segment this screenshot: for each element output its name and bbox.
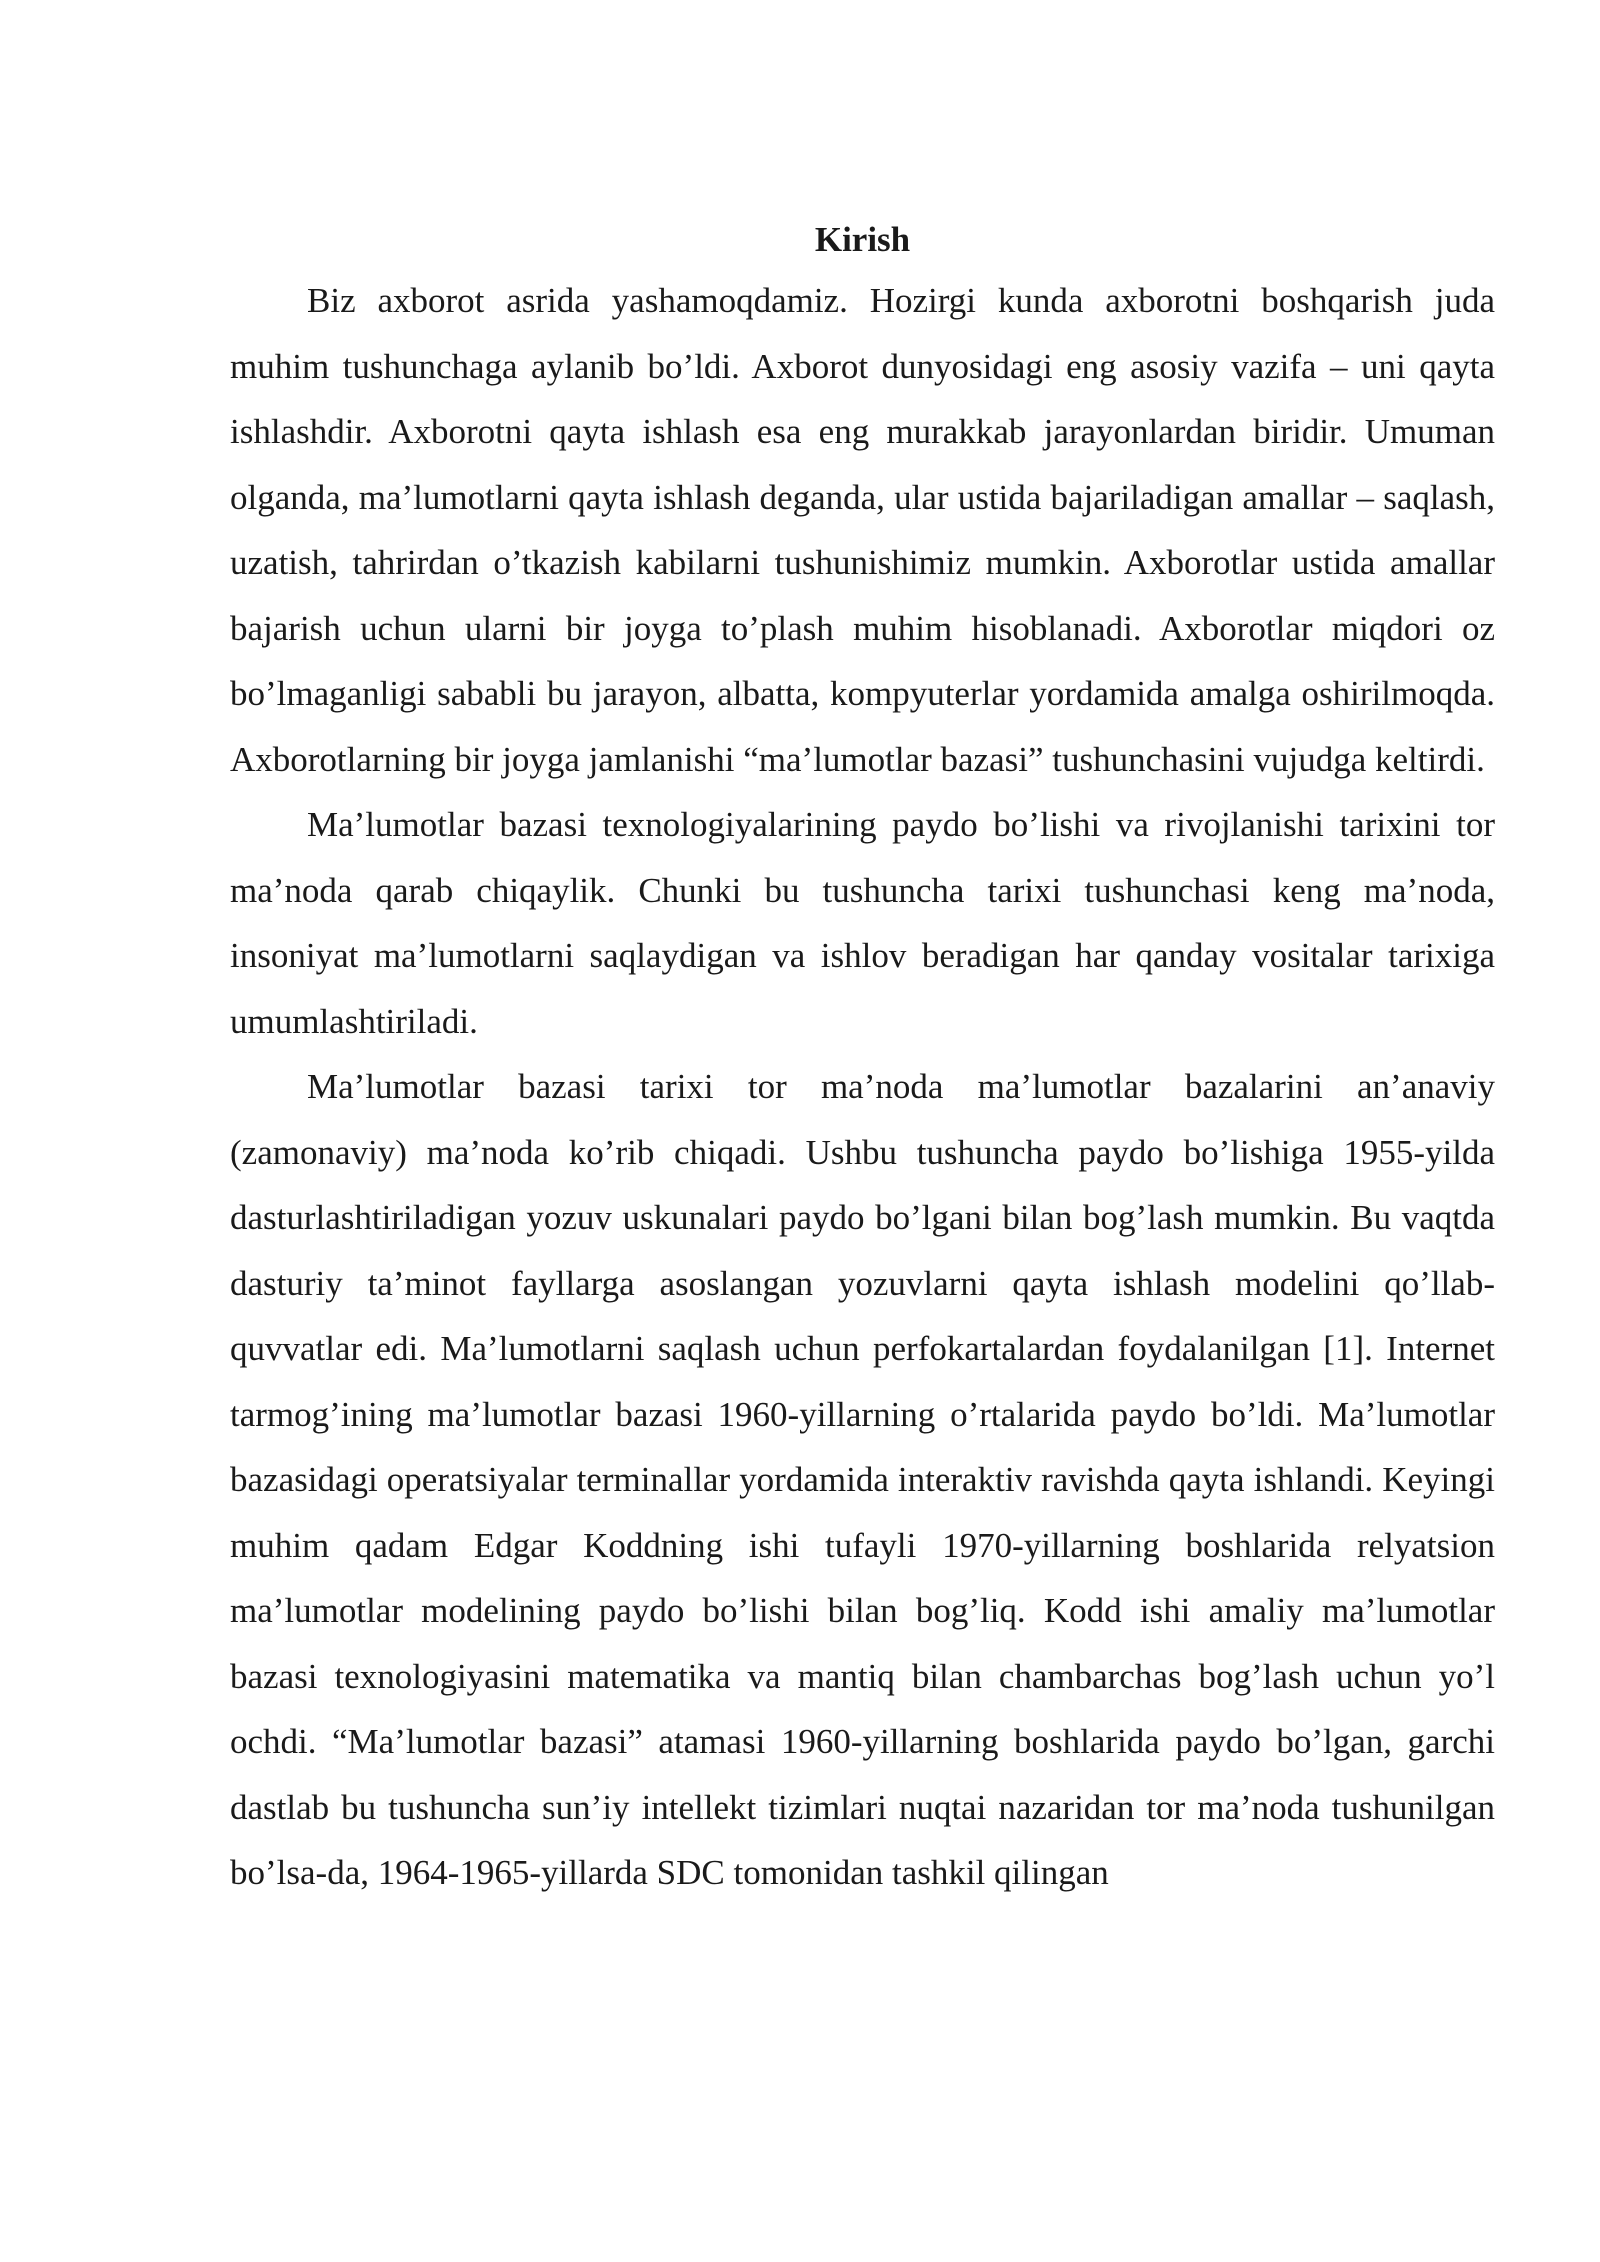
paragraph-history-details: Ma’lumotlar bazasi tarixi tor ma’noda ma’lumotlar bazalarini an’anaviy (zamonaviy) ma’noda ko’rib chiqadi. Ushbu tushuncha paydo bo’lishiga 1955-yilda dasturlashtiriladigan yozuv uskunalari paydo bo’lgani bilan bog’lash mumkin. Bu vaqtda dasturiy ta’minot fayllarga asoslangan yozuvlarni qayta ishlash modelini qo’llab-quvvatlar edi. Ma’lumotlarni saqlash uchun perfokartalardan foydalanilgan [1]. Internet tarmog’ining ma’lumotlar bazasi 1960-yillarning o’rtalarida paydo bo’ldi. Ma’lumotlar bazasidagi operatsiyalar terminallar yordamida interaktiv ravishda qayta ishlandi. Keyingi muhim qadam Edgar Koddning ishi tufayli 1970-yillarning boshlarida relyatsion ma’lumotlar modelining paydo bo’lishi bilan bog’liq. Kodd ishi amaliy ma’lumotlar bazasi texnologiyasini matematika va mantiq bilan chambarchas bog’lash uchun yo’l ochdi. “Ma’lumotlar bazasi” atamasi 1960-yillarning boshlarida paydo bo’lgan, garchi dastlab bu tushuncha sun’iy intellekt tizimlari nuqtai nazaridan tor ma’noda tushunilgan bo’lsa-da, 1964-1965-yillarda SDC tomonidan tashkil qilingan [230,1067,1495,1892]
paragraph-intro: Biz axborot asrida yashamoqdamiz. Hozirgi kunda axborotni boshqarish juda muhim tushunchaga aylanib bo’ldi. Axborot dunyosidagi eng asosiy vazifa – uni qayta ishlashdir. Axborotni qayta ishlash esa eng murakkab jarayonlardan biridir. Umuman olganda, ma’lumotlarni qayta ishlash deganda, ular ustida bajariladigan amallar – saqlash, uzatish, tahrirdan o’tkazish kabilarni tushunishimiz mumkin. Axborotlar ustida amallar bajarish uchun ularni bir joyga to’plash muhim hisoblanadi. Axborotlar miqdori oz bo’lmaganligi sababli bu jarayon, albatta, kompyuterlar yordamida amalga oshirilmoqda. Axborotlarning bir joyga jamlanishi “ma’lumotlar bazasi” tushunchasini vujudga keltirdi. [230,281,1495,779]
paragraph-history-overview: Ma’lumotlar bazasi texnologiyalarining paydo bo’lishi va rivojlanishi tarixini tor ma’noda qarab chiqaylik. Chunki bu tushuncha tarixi tushunchasi keng ma’noda, insoniyat ma’lumotlarni saqlaydigan va ishlov beradigan har qanday vositalar tarixiga umumlashtiriladi. [230,805,1495,1041]
document-body [230,212,1495,1906]
page-title: Kirish [814,220,911,259]
